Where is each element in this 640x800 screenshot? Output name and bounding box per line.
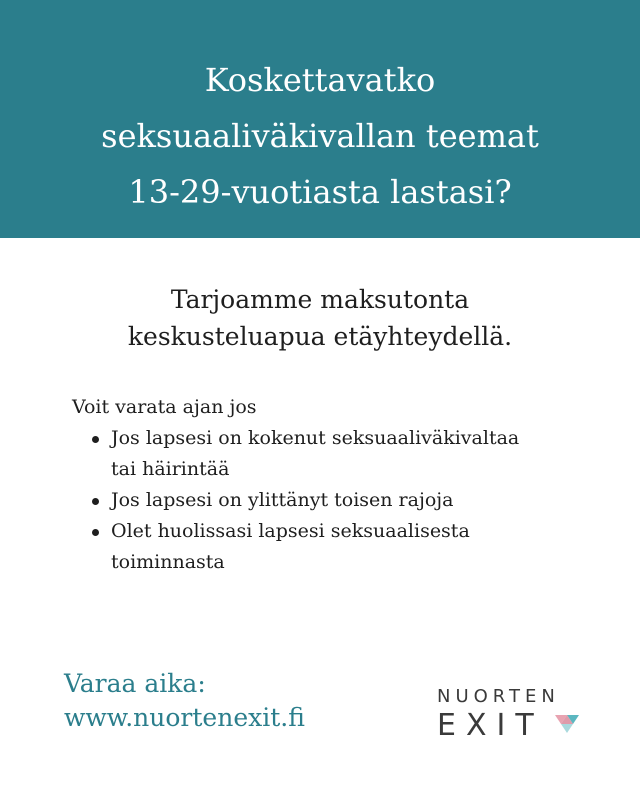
list-item-line: Jos lapsesi on kokenut seksuaaliväkivaltaa [111,427,520,449]
headline-line: seksuaaliväkivallan teemat [101,117,539,155]
cta-label: Varaa aika: [64,669,206,698]
bullet-icon [92,498,99,505]
list-item-line: Jos lapsesi on ylittänyt toisen rajoja [111,489,454,511]
offer-line: keskusteluapua etäyhteydellä. [127,322,513,351]
logo-top-text: NUORTEN [437,686,560,707]
list-item-line: tai häirintää [111,458,230,480]
call-to-action [64,667,305,735]
list-item [92,423,612,485]
list-item [92,485,612,516]
offer-line: Tarjoamme maksutonta [170,285,470,314]
cta-url-link[interactable]: www.nuortenexit.fi [64,703,305,732]
headline-line: Koskettavatko [204,61,436,99]
heart-triangles-icon [554,711,580,735]
bullet-icon [92,436,99,443]
headline-line: 13-29-vuotiasta lastasi? [128,173,512,211]
list-item-line: Olet huolissasi lapsesi seksuaalisesta [111,520,470,542]
criteria-list [92,423,612,578]
nuorten-exit-logo [433,686,583,746]
offer-text [0,281,640,355]
list-item-line: toiminnasta [111,551,225,573]
header-banner [0,0,640,238]
logo-bottom-text: EXIT [437,708,544,743]
criteria-intro: Voit varata ajan jos [72,396,257,418]
bullet-icon [92,529,99,536]
headline [0,52,640,220]
list-item [92,516,612,578]
